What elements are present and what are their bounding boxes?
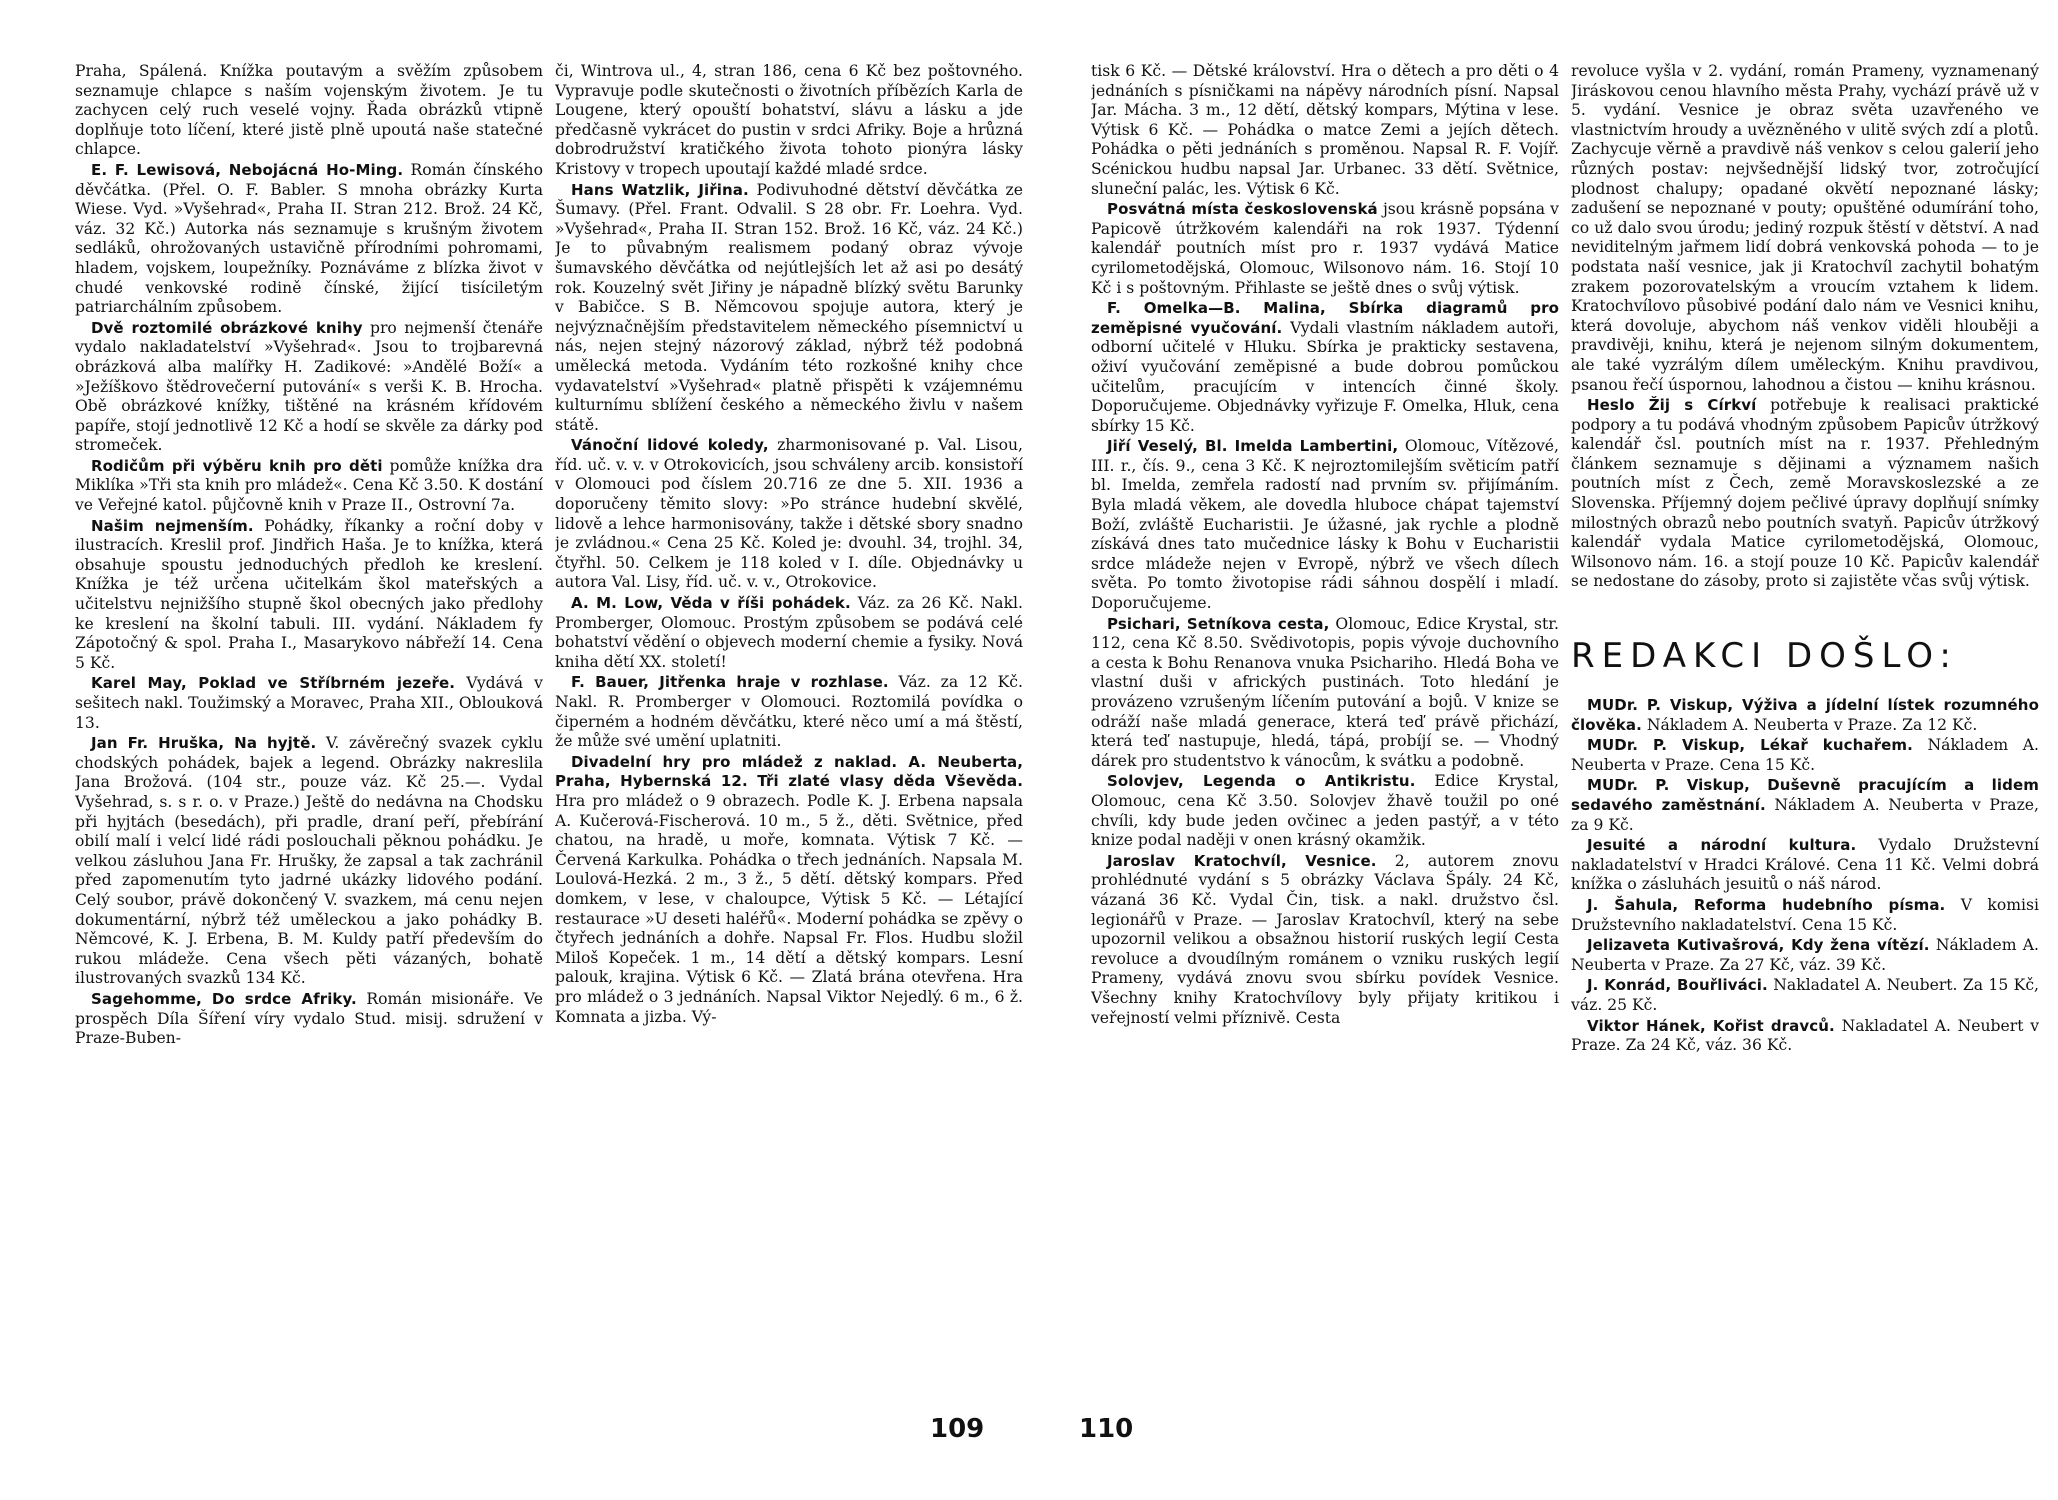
right-page-column-2 [1571, 62, 2039, 1392]
entry-text: V komisi Družstevního nakladatelství. Cena 15 Kč. [1571, 895, 2039, 934]
entry-title: Jesuité a národní kultura. [1587, 836, 1857, 855]
section-heading-received: REDAKCI DOŠLO: [1571, 636, 1958, 677]
entry-title: MUDr. P. Viskup, Lékař kuchařem. [1587, 736, 1913, 755]
entry-text: pomůže knížka dra Miklíka »Tři sta knih pro mládež«. Cena Kč 3.50. K dostání ve Veřejné katol. půjčovně knih v Praze II., Ostrovní 7a. [75, 456, 543, 515]
review-entry [75, 457, 543, 516]
review-entry [555, 436, 1023, 593]
review-entry [1091, 200, 1559, 298]
entry-text: Nákladem A. Neuberta v Praze. Za 12 Kč. [1646, 715, 1978, 734]
entry-title: F. Bauer, Jitřenka hraje v rozhlase. [571, 673, 889, 692]
right-page-column-1 [1091, 62, 1559, 1392]
review-entry [1571, 936, 2039, 975]
entry-title: Jiří Veselý, Bl. Imelda Lambertini, [1107, 437, 1399, 456]
review-entry [1571, 896, 2039, 935]
review-entry [1571, 696, 2039, 735]
entry-title: Dvě roztomilé obrázkové knihy [91, 318, 363, 337]
entry-text: či, Wintrova ul., 4, stran 186, cena 6 Kč bez poštovného. Vypravuje podle skutečnosti o životních příbězích Karla de Lougene, který opouští bohatství, slávu a lásku a jde předčasně vykrácet do pustin v srdci Afriky. Boje a hrůzná dobrodružství kratičkého života tohoto pionýra lásky Kristovy v tropech upoutají každé mladé srdce. [555, 62, 1023, 178]
right-page [1029, 0, 2058, 1500]
entry-text: Nakladatel A. Neubert v Praze. Za 24 Kč, váz. 36 Kč. [1571, 1016, 2039, 1055]
review-entry [75, 734, 543, 989]
review-entry [555, 753, 1023, 1027]
entry-text: zharmonisované p. Val. Lisou, říd. uč. v. v. v Otrokovicích, jsou schváleny arcib. konsistoří v Olomouci pod číslem 20.716 ze dne 5. XII. 1936 a doporučeny těmito slovy: »Po stránce hudební skvělé, lidově a lehce harmonisovány, takže i dětské sbory snadno je zvládnou.« Cena 25 Kč. Koled je: dvouhl. 34, trojhl. 34, čtyřhl. 50. Celkem je 118 koled v I. díle. Objednávky u autora Val. Lisy, říd. uč. v. v., Otrokovice. [555, 436, 1023, 592]
entry-text: Nákladem A. Neuberta v Praze. Cena 15 Kč. [1571, 736, 2039, 774]
entry-title: Rodičům při výběru knih pro děti [91, 456, 383, 475]
review-entry [75, 517, 543, 674]
entry-text: Hra pro mládež o 9 obrazech. Podle K. J. Erbena napsala A. Kučerová-Fischerová. 10 m., 5 ž., děti. Světnice, před chatou, na hradě, u moře, komnata. Výtisk 7 Kč. — Červená Karkulka. Pohádka o třech jednáních. Napsala M. Loulová-Hezká. 2 m., 3 ž., 5 dětí. dětský kompars. Před domkem, v lese, v chaloupce, Výtisk 5 Kč. — Létající restaurace »U deseti haléřů«. Moderní pohádka se zpěvy o čtyřech jednáních a dohře. Napsal Fr. Flos. Hudbu složil Miloš Kopeček. 1 m., 14 dětí a dětský kompars. Lesní palouk, krajina. Výtisk 6 Kč. — Zlatá brána otevřena. Hra pro mládež o 3 jednáních. Napsal Viktor Nejedlý. 6 m., 6 ž. Komnata a jizba. Vý- [555, 791, 1023, 1026]
entry-title: Solovjev, Legenda o Antikristu. [1107, 772, 1416, 791]
entry-text: Olomouc, Vítězové, III. r., čís. 9., cena 3 Kč. K nejroztomilejším světicím patří bl. Imelda, zemřela radostí nad prvním sv. přijímáním. Byla mladá věkem, ale dovedla hluboce chápat tajemství Boží, zvláště Eucharistii. Je úžasné, jak rychle a plodně získává dnes tato mučednice lásky k Bohu v Eucharistii srdce mládeže nejen v Evropě, nýbrž ve všech dílech světa. Po tomto životopise rádi sáhnou dospělí i mladí. Doporučujeme. [1091, 437, 1559, 613]
review-entry [75, 319, 543, 456]
entry-title: Viktor Hánek, Kořist dravců. [1587, 1016, 1835, 1035]
entry-text: Olomouc, Edice Krystal, str. 112, cena Kč 8.50. Svědivotopis, popis vývoje duchovního a cesta k Bohu Renanova vnuka Psichariho. Hledá Boha ve vlastní duši v afrických pustinách. Toto hledání je provázeno vzrušeným líčením putování a bojů. V knize se odráží naše mladá generace, která teď právě přichází, která teď nastupuje, hledá, tápá, probíjí se. — Vhodný dárek pro studentstvo k vánocům, k svátku a podobně. [1091, 614, 1559, 770]
received-books-list [1571, 696, 2039, 1056]
entry-text: Pohádky, říkanky a roční doby v ilustracích. Kreslil prof. Jindřich Haša. Je to knížka, která obsahuje spoustu jednoduchých předloh ke kreslení. Knížka je též určena učitelkám škol mateřských a učitelstvu nejnižšího stupně škol obecných jako předlohy ke kreslení na školní tabuli. III. vydání. Nákladem fy Zápotočný & spol. Praha I., Masarykovo nábřeží 14. Cena 5 Kč. [75, 516, 543, 672]
review-entry [1091, 299, 1559, 436]
entry-title: Posvátná místa československá [1107, 200, 1378, 219]
review-entry [555, 594, 1023, 672]
entry-title: Našim nejmenším. [91, 516, 254, 535]
review-entry [1571, 736, 2039, 775]
entry-text: Nakladatel A. Neubert. Za 15 Kč, váz. 25 Kč. [1571, 976, 2039, 1014]
entry-text: pro nejmenší čtenáře vydalo nakladatelství »Vyšehrad«. Jsou to trojbarevná obrázková alba malířky H. Zadikové: »Andělé Boží« a »Ježíškovo štědrovečerní putování« s verši K. B. Hrocha. Obě obrázkové knížky, tištěné na krásném křídovém papíře, stojí jednotlivě 12 Kč a hodí se skvěle za dárky pod stromeček. [75, 318, 543, 455]
left-page-column-2 [555, 62, 1023, 1392]
entry-text: Román misionáře. Ve prospěch Díla Šíření víry vydalo Stud. misij. sdružení v Praze-Buben- [75, 989, 543, 1048]
review-entry [1091, 62, 1559, 199]
entry-text: jsou krásně popsána v Papicově útržkovém kalendáři na rok 1937. Týdenní kalendář poutních míst pro r. 1937 vydává Matice cyrilometodějská, Olomouc, Wilsonovo nám. 16. Stojí 10 Kč i s poštovným. Přihlaste se ještě dnes o svůj výtisk. [1091, 200, 1559, 297]
entry-title: Vánoční lidové koledy, [571, 436, 769, 455]
entry-text: Vydalo Družstevní nakladatelství v Hradci Králové. Cena 11 Kč. Velmi dobrá knížka o zásluhách jesuitů o náš národ. [1571, 836, 2039, 894]
entry-text: revoluce vyšla v 2. vydání, román Prameny, vyznamenaný Jiráskovou cenou hlavního města Prahy, vychází právě už v 5. vydání. Vesnice je obraz světa uzavřeného ve vlastnictvím hroudy a uvězněného v ulitě svých zdí a plotů. Zachycuje věrně a pravdivě náš venkov s celou galerií jeho různých postav: nejvšednější lidský tvor, zotročující plodnost chalupy; opadané okvětí nepoznané lásky; zadušení se nepoznané v pouty; opuštěné odumírání toho, co už dalo svou úrodu; jediný rozpuk štěstí v dětství. A nad neviditelným jařmem lidí dobrá venkovská pohoda — to je podstata naší vesnice, jak ji Kratochvíl zachytil bohatým zrakem pozorovatelským a vroucím vztahem k lidem. Kratochvílovo působivé podání dalo nám ve Vesnici knihu, která dovoluje, abychom náš venkov viděli hlouběji a pravdivěji, knihu, která je nejenom silným dokumentem, ale také vyzrálým dílem uměleckým. Knihu pravdivou, psanou řečí úspornou, lahodnou a čistou — knihu krásnou. [1571, 62, 2039, 394]
entry-title: Heslo Žij s Církví [1587, 396, 1757, 415]
review-entry [1571, 396, 2039, 592]
review-entry [1571, 776, 2039, 835]
entry-title: J. Šahula, Reforma hudebního písma. [1587, 895, 1946, 914]
entry-title: Jelizaveta Kutivašrová, Kdy žena vítězí. [1587, 936, 1930, 955]
entry-text: Vydali vlastním nákladem autoři, odborní učitelé v Hluku. Sbírka je prakticky sestavena, oživí vyučování zeměpisné a bude dobrou pomůckou učitelům, pracujícím v intencích činné školy. Doporučujeme. Objednávky vyřizuje F. Omelka, Hluk, cena sbírky 15 Kč. [1091, 318, 1559, 435]
entry-title: F. Omelka—B. Malina, Sbírka diagramů pro zeměpisné vyučování. [1091, 299, 1559, 337]
entry-text: Nákladem A. Neuberta v Praze, za 9 Kč. [1571, 796, 2039, 834]
review-entry [1091, 852, 1559, 1028]
entry-title: Psichari, Setníkova cesta, [1107, 614, 1330, 633]
review-entry [75, 161, 543, 318]
review-entry [1571, 62, 2039, 395]
entry-text: Vydává v sešitech nakl. Toužimský a Moravec, Praha XII., Oblouková 13. [75, 674, 543, 732]
entry-text: Váz. za 26 Kč. Nakl. Promberger, Olomouc. Prostým způsobem se podává celé bohatství vědění o objevech moderní chemie a fysiky. Nová kniha dětí XX. století! [555, 594, 1023, 671]
review-entry [1091, 772, 1559, 850]
entry-title: E. F. Lewisová, Nebojácná Ho-Ming. [91, 160, 404, 179]
entry-text: Román čínského děvčátka. (Přel. O. F. Babler. S mnoha obrázky Kurta Wiese. Vyd. »Vyšehrad«, Praha II. Stran 212. Brož. 24 Kč, váz. 32 Kč.) Autorka nás seznamuje s krušným životem sedláků, ohrožovaných ustavičně přírodními pohromami, hladem, vojskem, loupežníky. Poznáváme z blízka život v chudé venkovské rodině čínské, žijící tisíciletým patriarchálním způsobem. [75, 160, 543, 317]
entry-text: Váz. za 12 Kč. Nakl. R. Promberger v Olomouci. Roztomilá povídka o čiperném a hodném děvčátku, které něco umí a má štěstí, že může své umění uplatniti. [555, 673, 1023, 751]
review-entry [1091, 615, 1559, 772]
entry-text: V. závěrečný svazek cyklu chodských pohádek, bajek a legend. Obrázky nakreslila Jana Brožová. (104 str., pouze váz. Kč 25.—. Vydal Vyšehrad, s. s r. o. v Praze.) Ještě do nedávna na Chodsku při hyjtách (besedách), při pradle, draní peří, přebírání obilí malí i velcí lidé rádi poslouchali pěknou pohádku. Je velkou zásluhou Jana Fr. Hrušky, že zapsal a tak zachránil před zapomenutím tyto jadrné ukázky lidového podání. Celý soubor, právě dokončený V. svazkem, má cenu nejen dokumentární, nýbrž též uměleckou a jako pohádky B. Němcové, K. J. Erbena, B. M. Kuldy patří především do rukou mládeže. Cena všech pěti vázaných, bohatě ilustrovaných svazků 134 Kč. [75, 734, 543, 988]
left-page-column-1 [75, 62, 543, 1392]
page-number-right: 110 [1079, 1414, 1134, 1444]
review-entry [1571, 1017, 2039, 1056]
entry-title: Karel May, Poklad ve Stříbrném jezeře. [91, 674, 456, 693]
entry-text: 2, autorem znovu prohlédnuté vydání s 5 obrázky Václava Špály. 24 Kč, vázaná 36 Kč. Vydal Čin, tisk. a nakl. družstvo čsl. legionářů v Praze. — Jaroslav Kratochvíl, který na sebe upozornil velikou a obsažnou historií ruských legií Cesta revoluce a dvoudílným románem o vzniku ruských legií Prameny, vydává znovu svou sbírku povídek Vesnice. Všechny knihy Kratochvílovy byly přijaty kritikou i veřejností velmi příznivě. Cesta [1091, 851, 1559, 1027]
entry-title: Divadelní hry pro mládež z naklad. A. Neuberta, Praha, Hybernská 12. Tři zlaté vlasy děda Vševěda. [555, 752, 1023, 791]
entry-title: Sagehomme, Do srdce Afriky. [91, 989, 357, 1008]
review-entry [75, 990, 543, 1049]
entry-title: Jan Fr. Hruška, Na hyjtě. [91, 734, 317, 753]
review-entry [555, 181, 1023, 436]
entry-title: Jaroslav Kratochvíl, Vesnice. [1107, 851, 1377, 870]
entry-text: Podivuhodné dětství děvčátka ze Šumavy. (Přel. Frant. Odvalil. S 28 obr. Fr. Loehra. Vyd. »Vyšehrad«, Praha II. Stran 152. Brož. 16 Kč, váz. 24 Kč.) Je to půvabným realismem podaný obraz vývoje šumavského děvčátka od nejútlejších let až asi po desátý rok. Kouzelný svět Jiřiny je nápadně blízký světu Barunky v Babičce. S B. Němcovou spojuje autora, který je nejvýznačnějším představitelem německého písemnictví u nás, nejen stejný názorový základ, nýbrž též podobná umělecká metoda. Vydáním této rozkošné knihy chce vydavatelství »Vyšehrad« platně přispěti k vzájemnému kulturnímu sblížení českého a německého živlu v našem státě. [555, 180, 1023, 434]
entry-text: Praha, Spálená. Knížka poutavým a svěžím způsobem seznamuje chlapce s naším vojenským životem. Je tu zachycen celý ruch veselé vojny. Řada obrázků vtipně doplňuje toto líčení, které jistě plně upoutá naše statečné chlapce. [75, 62, 543, 159]
entry-text: potřebuje k realisaci praktické podpory a tu podává vhodným způsobem Papicův útržkový kalendář čsl. poutních míst na r. 1937. Přehledným článkem seznamuje s dějinami a významem našich poutních míst z Čech, země Moravskoslezské a ze Slovenska. Příjemný dojem pečlivé úpravy doplňují snímky milostných obrazů nebo poutních svatyň. Papicův útržkový kalendář vydala Matice cyrilometodějská, Olomouc, Wilsonovo nám. 16. a stojí pouze 10 Kč. Papicův kalendář se nedostane do zásoby, proto si zajistěte včas svůj výtisk. [1571, 396, 2039, 591]
review-entries [1571, 62, 2039, 592]
entry-text: tisk 6 Kč. — Dětské království. Hra o dětech a pro děti o 4 jednáních s písničkami na nápěvy národních písní. Napsal Jar. Mácha. 3 m., 12 dětí, dětský kompars, Mýtina v lese. Výtisk 6 Kč. — Pohádka o matce Zemi a jejích dětech. Pohádka o pěti jednáních s proměnou. Napsal R. F. Vojíř. Scénickou hudbu napsal Jar. Urbanec. 33 dětí. Světnice, sluneční palác, les. Výtisk 6 Kč. [1091, 62, 1559, 198]
entry-title: MUDr. P. Viskup, Výživa a jídelní lístek rozumného člověka. [1571, 696, 2039, 734]
entry-title: A. M. Low, Věda v říši pohádek. [571, 594, 851, 613]
review-entry [1571, 976, 2039, 1015]
review-entry [1571, 836, 2039, 895]
entry-text: Nákladem A. Neuberta v Praze. Za 27 Kč, váz. 39 Kč. [1571, 936, 2039, 974]
entry-text: Edice Krystal, Olomouc, cena Kč 3.50. Solovjev žhavě toužil po oné chvíli, kdy bude jeden ovčinec a jeden pastýř, a v této knize podal naději v onen krásný okamžik. [1091, 772, 1559, 850]
review-entry [1091, 437, 1559, 613]
review-entry [555, 673, 1023, 751]
review-entry [75, 674, 543, 733]
entry-title: J. Konrád, Bouřliváci. [1587, 976, 1768, 995]
review-entry [555, 62, 1023, 180]
review-entry [75, 62, 543, 160]
entry-title: MUDr. P. Viskup, Duševně pracujícím a lidem sedavého zaměstnání. [1571, 776, 2039, 814]
entry-title: Hans Watzlik, Jiřina. [571, 180, 749, 199]
page-number-left: 109 [930, 1414, 985, 1444]
